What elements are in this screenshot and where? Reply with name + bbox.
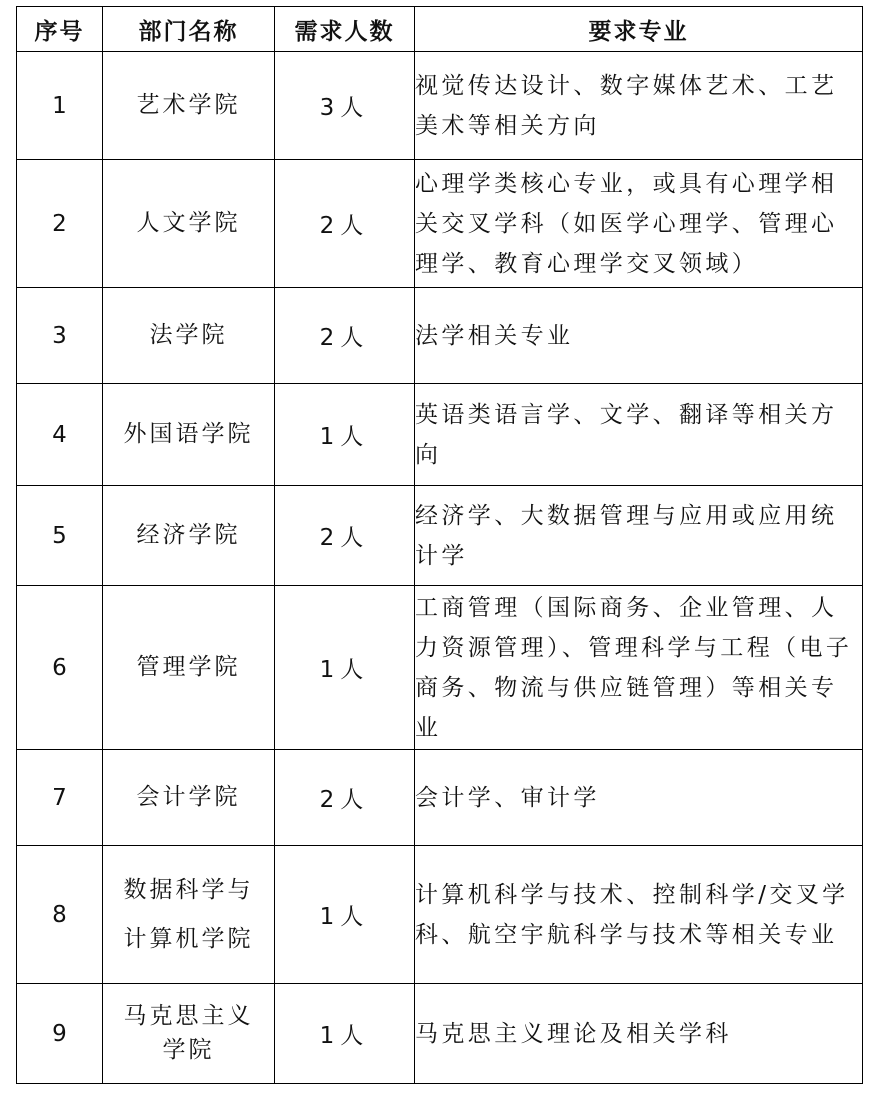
row-seq: 9 bbox=[17, 984, 103, 1084]
row-seq: 6 bbox=[17, 586, 103, 750]
dept-line: 会计学院 bbox=[136, 783, 241, 810]
row-seq: 8 bbox=[17, 846, 103, 984]
row-seq: 7 bbox=[17, 750, 103, 846]
row-major: 英语类语言学、文学、翻译等相关方向 bbox=[415, 384, 863, 486]
row-major: 工商管理（国际商务、企业管理、人力资源管理）、管理科学与工程（电子商务、物流与供应链管理）等相关专业 bbox=[415, 586, 863, 750]
row-dept bbox=[103, 846, 275, 984]
dept-line: 经济学院 bbox=[136, 521, 241, 548]
table-row bbox=[17, 750, 863, 846]
row-seq: 5 bbox=[17, 486, 103, 586]
table-row bbox=[17, 288, 863, 384]
table-row bbox=[17, 984, 863, 1084]
row-dept bbox=[103, 288, 275, 384]
row-major: 经济学、大数据管理与应用或应用统计学 bbox=[415, 486, 863, 586]
dept-line: 管理学院 bbox=[136, 653, 241, 680]
dept-line: 数据科学与 bbox=[123, 877, 254, 904]
row-seq: 3 bbox=[17, 288, 103, 384]
table-row bbox=[17, 52, 863, 160]
table-row bbox=[17, 160, 863, 288]
row-major: 计算机科学与技术、控制科学/交叉学科、航空宇航科学与技术等相关专业 bbox=[415, 846, 863, 984]
dept-line: 外国语学院 bbox=[123, 420, 254, 447]
header-major: 要求专业 bbox=[415, 7, 863, 52]
row-major: 视觉传达设计、数字媒体艺术、工艺美术等相关方向 bbox=[415, 52, 863, 160]
recruitment-table bbox=[16, 6, 863, 1084]
dept-line: 法学院 bbox=[149, 321, 228, 348]
row-seq: 2 bbox=[17, 160, 103, 288]
table-row bbox=[17, 384, 863, 486]
header-seq: 序号 bbox=[17, 7, 103, 52]
row-count: 2人 bbox=[275, 486, 415, 586]
row-count: 2人 bbox=[275, 750, 415, 846]
row-major: 法学相关专业 bbox=[415, 288, 863, 384]
row-count: 2人 bbox=[275, 288, 415, 384]
table-header-row bbox=[17, 7, 863, 52]
table-row bbox=[17, 846, 863, 984]
row-major: 心理学类核心专业，或具有心理学相关交叉学科（如医学心理学、管理心理学、教育心理学交叉领域） bbox=[415, 160, 863, 288]
table-row bbox=[17, 486, 863, 586]
row-count: 1人 bbox=[275, 384, 415, 486]
row-dept bbox=[103, 160, 275, 288]
dept-line: 计算机学院 bbox=[123, 925, 254, 952]
row-seq: 4 bbox=[17, 384, 103, 486]
row-major: 马克思主义理论及相关学科 bbox=[415, 984, 863, 1084]
dept-line: 人文学院 bbox=[136, 209, 241, 236]
row-count: 1人 bbox=[275, 846, 415, 984]
dept-line: 学院 bbox=[162, 1036, 215, 1063]
header-count: 需求人数 bbox=[275, 7, 415, 52]
row-count: 2人 bbox=[275, 160, 415, 288]
row-dept bbox=[103, 384, 275, 486]
row-seq: 1 bbox=[17, 52, 103, 160]
row-dept bbox=[103, 586, 275, 750]
header-dept: 部门名称 bbox=[103, 7, 275, 52]
row-count: 1人 bbox=[275, 586, 415, 750]
dept-line: 艺术学院 bbox=[136, 91, 241, 118]
row-dept bbox=[103, 984, 275, 1084]
row-count: 1人 bbox=[275, 984, 415, 1084]
row-dept bbox=[103, 750, 275, 846]
dept-line: 马克思主义 bbox=[123, 1003, 254, 1030]
row-count: 3人 bbox=[275, 52, 415, 160]
table-row bbox=[17, 586, 863, 750]
row-dept bbox=[103, 486, 275, 586]
row-dept bbox=[103, 52, 275, 160]
row-major: 会计学、审计学 bbox=[415, 750, 863, 846]
